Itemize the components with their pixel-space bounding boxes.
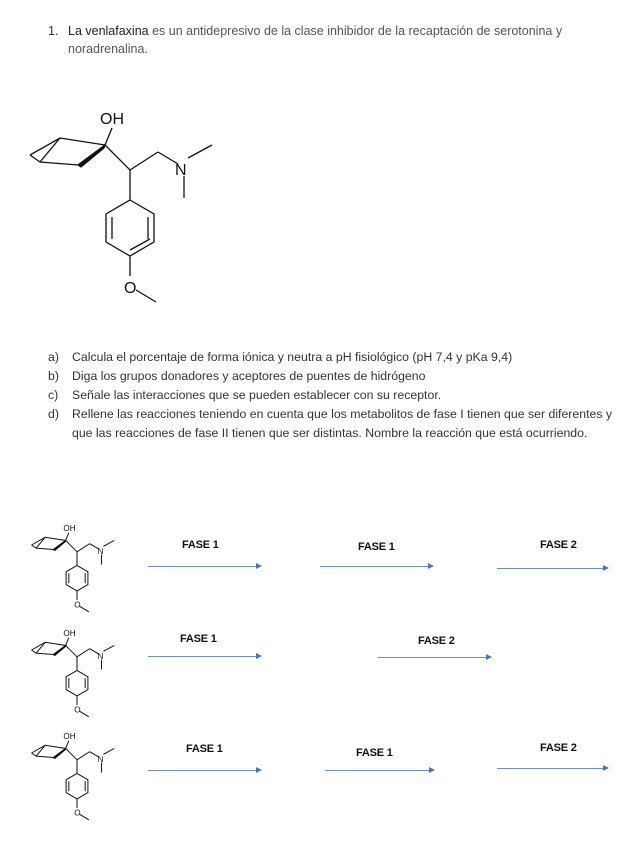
reaction-arrow (148, 656, 258, 657)
phase-label: FASE 1 (186, 743, 223, 755)
reaction-arrow (378, 657, 488, 658)
drug-name: La venlafaxina (68, 24, 149, 38)
item-text: Calcula el porcentaje de forma iónica y neutra a pH fisiológico (pH 7,4 y pKa 9,4) (72, 350, 513, 364)
reaction-arrow (497, 768, 605, 769)
n-label: N (97, 755, 104, 765)
question-number: 1. (48, 24, 59, 38)
n-label: N (97, 652, 104, 662)
item-d (48, 405, 628, 443)
oh-label: OH (63, 628, 76, 638)
venlafaxine-small-structure (22, 728, 132, 828)
phase-label: FASE 1 (182, 539, 219, 551)
o-label: O (74, 705, 81, 715)
reaction-arrow (497, 568, 605, 569)
venlafaxine-small-structure (22, 625, 132, 725)
item-list (48, 348, 628, 443)
reaction-arrow (320, 566, 430, 567)
reaction-arrow (325, 770, 431, 771)
reaction-row-2 (0, 625, 638, 735)
item-letter: d) (48, 407, 59, 421)
o-label: O (124, 280, 137, 297)
question-text (68, 22, 608, 58)
phase-label: FASE 1 (356, 747, 393, 759)
phase-label: FASE 1 (180, 633, 217, 645)
item-c (48, 386, 628, 405)
item-a (48, 348, 628, 367)
item-letter: a) (48, 350, 59, 364)
venlafaxine-structure (20, 100, 240, 320)
oh-label: OH (63, 523, 76, 533)
phase-label: FASE 2 (540, 539, 577, 551)
oh-label: OH (100, 111, 124, 128)
reaction-arrow (148, 770, 258, 771)
phase-label: FASE 1 (358, 541, 395, 553)
phase-label: FASE 2 (540, 742, 577, 754)
question-body: es un antidepresivo de la clase inhibidor de la recaptación de serotonina y noradrenalina. (68, 24, 563, 56)
reaction-row-3 (0, 728, 638, 838)
phase-label: FASE 2 (418, 635, 455, 647)
item-text: Señale las interacciones que se pueden establecer con su receptor. (72, 388, 442, 402)
oh-label: OH (63, 731, 76, 741)
item-text: Diga los grupos donadores y aceptores de puentes de hidrógeno (72, 369, 426, 383)
o-label: O (74, 808, 81, 818)
item-text: Rellene las reacciones teniendo en cuenta que los metabolitos de fase I tienen que ser diferentes y que las reacciones de fase II tienen que ser distintas. Nombre la reacción que está ocurriendo. (72, 407, 613, 440)
n-label: N (175, 162, 187, 179)
o-label: O (74, 600, 81, 610)
item-b (48, 367, 628, 386)
item-letter: c) (48, 388, 59, 402)
n-label: N (97, 547, 104, 557)
reaction-arrow (148, 566, 258, 567)
venlafaxine-small-structure (22, 520, 132, 620)
reaction-row-1 (0, 520, 638, 630)
item-letter: b) (48, 369, 59, 383)
